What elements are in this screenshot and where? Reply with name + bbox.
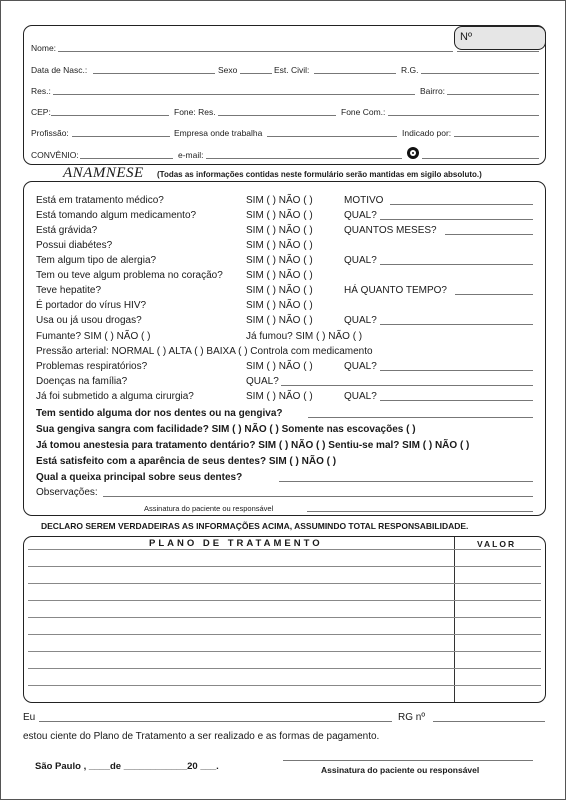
anamnese-title: ANAMNESE: [63, 165, 144, 181]
options-hepatitis[interactable]: SIM ( ) NÃO ( ): [246, 285, 313, 296]
indicado-line[interactable]: [454, 136, 539, 137]
est-civil-line[interactable]: [314, 73, 396, 74]
options-medical-treatment[interactable]: SIM ( ) NÃO ( ): [246, 195, 313, 206]
sexo-label: Sexo: [218, 65, 238, 75]
extra-family: QUAL?: [246, 376, 279, 387]
question-diabetes: Possui diabétes?: [36, 240, 113, 251]
observacoes-label: Observações:: [36, 487, 98, 498]
answer-line[interactable]: [380, 264, 533, 265]
rg-footer-line[interactable]: [433, 721, 545, 722]
whatsapp-icon: [407, 147, 419, 159]
eu-label: Eu: [23, 712, 36, 723]
cep-line[interactable]: [51, 115, 169, 116]
question-medication: Está tomando algum medicamento?: [36, 210, 197, 221]
question-main-complaint: Qual a queixa principal sobre seus dentes?: [36, 472, 243, 483]
name-line[interactable]: [39, 721, 392, 722]
record-number-label: Nº: [460, 31, 472, 43]
footer-signature-line[interactable]: [283, 760, 533, 761]
answer-line[interactable]: [455, 294, 533, 295]
treatment-plan-title: PLANO DE TRATAMENTO: [149, 538, 323, 549]
value-column-divider: [454, 537, 455, 702]
profissao-line[interactable]: [72, 136, 170, 137]
record-number-field[interactable]: [454, 26, 546, 50]
whatsapp-line[interactable]: [422, 158, 539, 159]
options-allergy[interactable]: SIM ( ) NÃO ( ): [246, 255, 313, 266]
extra-hepatitis: HÁ QUANTO TEMPO?: [344, 285, 447, 296]
res-label: Res.:: [31, 86, 51, 96]
anamnese-signature-label: Assinatura do paciente ou responsável: [144, 504, 274, 513]
question-drugs: Usa ou já usou drogas?: [36, 315, 142, 326]
bairro-line[interactable]: [447, 94, 539, 95]
fone-res-label: Fone: Res.: [174, 107, 216, 117]
indicado-label: Indicado por:: [402, 128, 452, 138]
question-hiv: É portador do vírus HIV?: [36, 300, 147, 311]
answer-line[interactable]: [380, 370, 533, 371]
nome-line[interactable]: [58, 51, 453, 52]
city-date-line[interactable]: São Paulo , ____de ____________20 ___.: [35, 761, 219, 772]
treatment-row[interactable]: [28, 668, 541, 669]
bairro-label: Bairro:: [420, 86, 446, 96]
question-gum-bleeding[interactable]: Sua gengiva sangra com facilidade? SIM ( ) NÃO ( ) Somente nas escovações ( ): [36, 424, 416, 435]
question-smoker[interactable]: Fumante? SIM ( ) NÃO ( ): [36, 331, 151, 342]
question-surgery: Já foi submetido a alguma cirurgia?: [36, 391, 194, 402]
cep-label: CEP:: [31, 107, 51, 117]
extra-medical-treatment: MOTIVO: [344, 195, 384, 206]
answer-line[interactable]: [390, 204, 533, 205]
rg-footer-label: RG nº: [398, 712, 425, 723]
answer-line[interactable]: [380, 400, 533, 401]
question-blood-pressure[interactable]: Pressão arterial: NORMAL ( ) ALTA ( ) BAIXA ( ) Controla com medicamento: [36, 346, 373, 357]
options-surgery[interactable]: SIM ( ) NÃO ( ): [246, 391, 313, 402]
treatment-row[interactable]: [28, 651, 541, 652]
answer-line[interactable]: [445, 234, 533, 235]
rg-line[interactable]: [421, 73, 539, 74]
extra-medication: QUAL?: [344, 210, 377, 221]
options-medication[interactable]: SIM ( ) NÃO ( ): [246, 210, 313, 221]
treatment-row[interactable]: [28, 566, 541, 567]
declaration-text: DECLARO SEREM VERDADEIRAS AS INFORMAÇÕES ACIMA, ASSUMINDO TOTAL RESPONSABILIDADE.: [41, 521, 469, 531]
treatment-row[interactable]: [28, 549, 541, 550]
treatment-row[interactable]: [28, 617, 541, 618]
fone-com-label: Fone Com.:: [341, 107, 386, 117]
treatment-row[interactable]: [28, 600, 541, 601]
nome-line-end[interactable]: [457, 51, 539, 52]
question-family: Doenças na família?: [36, 376, 128, 387]
nome-label: Nome:: [31, 43, 57, 53]
question-respiratory: Problemas respiratórios?: [36, 361, 148, 372]
options-drugs[interactable]: SIM ( ) NÃO ( ): [246, 315, 313, 326]
extra-surgery: QUAL?: [344, 391, 377, 402]
observacoes-line[interactable]: [103, 496, 533, 497]
question-allergy: Tem algum tipo de alergia?: [36, 255, 157, 266]
extra-pregnant: QUANTOS MESES?: [344, 225, 437, 236]
question-anesthesia[interactable]: Já tomou anestesia para tratamento dentário? SIM ( ) NÃO ( ) Sentiu-se mal? SIM ( ) NÃO ( ): [36, 440, 470, 451]
options-respiratory[interactable]: SIM ( ) NÃO ( ): [246, 361, 313, 372]
answer-line[interactable]: [279, 481, 533, 482]
value-column-title: VALOR: [477, 539, 517, 549]
treatment-plan-box: [23, 536, 546, 703]
question-former-smoker[interactable]: Já fumou? SIM ( ) NÃO ( ): [246, 331, 363, 342]
extra-allergy: QUAL?: [344, 255, 377, 266]
answer-line[interactable]: [308, 417, 533, 418]
treatment-row[interactable]: [28, 583, 541, 584]
empresa-label: Empresa onde trabalha: [174, 128, 263, 138]
question-heart: Tem ou teve algum problema no coração?: [36, 270, 223, 281]
empresa-line[interactable]: [267, 136, 397, 137]
profissao-label: Profissão:: [31, 128, 69, 138]
options-pregnant[interactable]: SIM ( ) NÃO ( ): [246, 225, 313, 236]
extra-drugs: QUAL?: [344, 315, 377, 326]
anamnese-signature-line[interactable]: [307, 511, 533, 512]
question-hepatitis: Teve hepatite?: [36, 285, 102, 296]
answer-line[interactable]: [380, 219, 533, 220]
convenio-line[interactable]: [80, 158, 173, 159]
acknowledgment-text: estou ciente do Plano de Tratamento a ser realizado e as formas de pagamento.: [23, 731, 380, 742]
question-satisfaction[interactable]: Está satisfeito com a aparência de seus dentes? SIM ( ) NÃO ( ): [36, 456, 337, 467]
question-pregnant: Está grávida?: [36, 225, 98, 236]
data-nasc-label: Data de Nasc.:: [31, 65, 88, 75]
answer-line[interactable]: [380, 324, 533, 325]
est-civil-label: Est. Civil:: [274, 65, 310, 75]
options-diabetes[interactable]: SIM ( ) NÃO ( ): [246, 240, 313, 251]
res-line[interactable]: [53, 94, 415, 95]
treatment-row[interactable]: [28, 634, 541, 635]
treatment-row[interactable]: [28, 685, 541, 686]
question-tooth-pain: Tem sentido alguma dor nos dentes ou na gengiva?: [36, 408, 283, 419]
answer-line[interactable]: [281, 385, 533, 386]
convenio-label: CONVÊNIO:: [31, 150, 79, 160]
email-label: e-mail:: [178, 150, 204, 160]
question-medical-treatment: Está em tratamento médico?: [36, 195, 164, 206]
fone-res-line[interactable]: [218, 115, 336, 116]
extra-respiratory: QUAL?: [344, 361, 377, 372]
data-nasc-line[interactable]: [93, 73, 215, 74]
options-heart[interactable]: SIM ( ) NÃO ( ): [246, 270, 313, 281]
rg-label: R.G.: [401, 65, 419, 75]
anamnese-note: (Todas as informações contidas neste formulário serão mantidas em sigilo absoluto.): [157, 170, 482, 179]
sexo-line[interactable]: [240, 73, 272, 74]
footer-signature-label: Assinatura do paciente ou responsável: [321, 765, 480, 775]
fone-com-line[interactable]: [388, 115, 539, 116]
email-line[interactable]: [206, 158, 402, 159]
options-hiv[interactable]: SIM ( ) NÃO ( ): [246, 300, 313, 311]
